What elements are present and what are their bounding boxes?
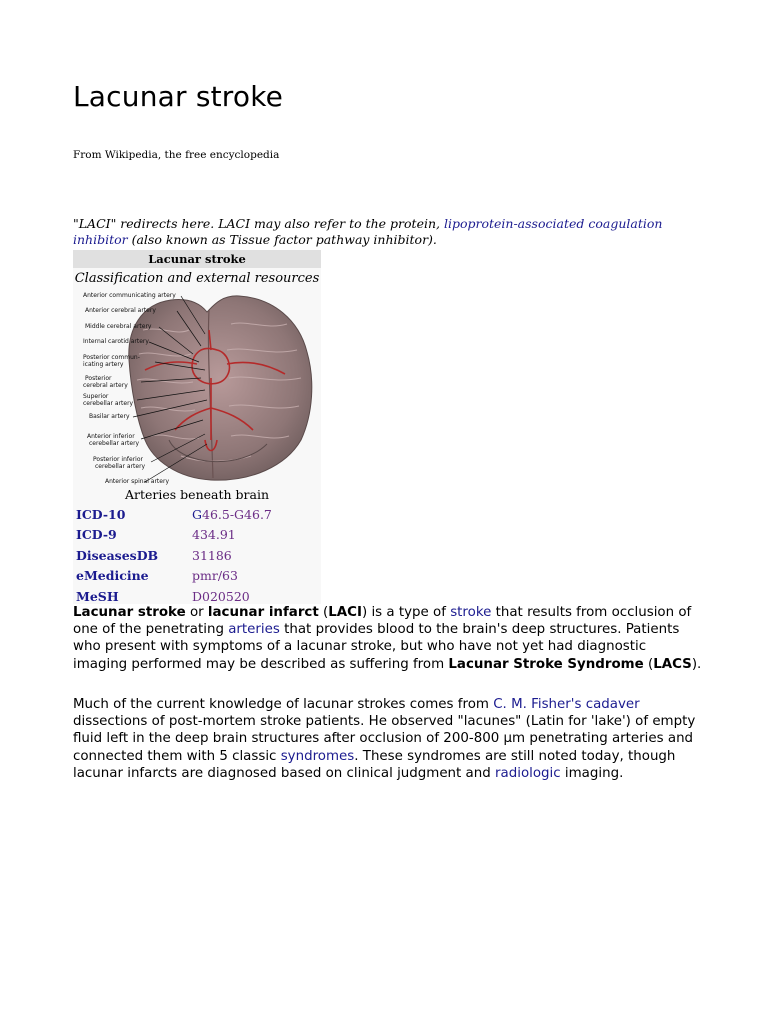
text: dissections of post-mortem stroke patients. He observed "lacunes" (Latin for 'lake') of empty fluid left in the deep brain structures after occlusion of 200-800 μm penetrating arteries and connected them with 5 classic (73, 714, 696, 764)
infobox-key-mesh[interactable]: MeSH (76, 588, 119, 604)
hatnote-text-end: (also known as Tissue factor pathway inhibitor). (127, 232, 437, 247)
text: that provides blood to the brain's deep structures. Patients who present with symptoms of a lacunar stroke, but who have not yet had diagnostic imaging performed may be described as suffering from (73, 622, 680, 672)
text: or (185, 605, 208, 620)
brain-arteries-image[interactable] (81, 290, 313, 486)
label-anterior-cerebral: Anterior cerebral artery (85, 307, 156, 314)
label-posterior-inferior: Posterior inferior (93, 456, 143, 463)
label-internal-carotid: Internal carotid artery (83, 338, 149, 345)
infobox-val-emedicine[interactable]: pmr/63 (192, 568, 238, 584)
link-stroke[interactable]: stroke (450, 605, 492, 620)
term-lacunar-infarct: lacunar infarct (207, 605, 319, 620)
icd10-code-rest[interactable]: 46.5-G46.7 (202, 506, 272, 522)
infobox-subheader: Classification and external resources (74, 271, 320, 286)
label-posterior-cerebral: Posterior (85, 375, 112, 382)
infobox-key-icd10[interactable]: ICD-10 (76, 506, 126, 522)
icd10-code-link[interactable]: G (192, 506, 202, 522)
paragraph-history (73, 696, 703, 782)
brain-arteries-illustration (81, 290, 313, 486)
link-syndromes[interactable]: syndromes (280, 748, 355, 764)
label-superior-cerebellar-2: cerebellar artery (83, 400, 134, 407)
label-anterior-spinal: Anterior spinal artery (105, 478, 169, 485)
infobox-key-icd9[interactable]: ICD-9 (76, 527, 117, 543)
infobox-row-icd10 (73, 504, 321, 525)
text: Much of the current knowledge of lacunar strokes comes from (73, 697, 494, 712)
label-posterior-commun-2: icating artery (83, 361, 124, 368)
text: ( (318, 605, 329, 620)
text: ) is a type of (361, 605, 451, 620)
site-sub: From Wikipedia, the free encyclopedia (73, 149, 280, 161)
text: that results from occlusion of one of the penetrating (73, 605, 692, 638)
infobox-row-diseasesdb (73, 545, 321, 566)
paragraph-intro (73, 604, 703, 673)
hatnote-text: "LACI" redirects here. LACI may also refer to the protein, (73, 216, 444, 231)
hatnote-link-lipoprotein[interactable]: lipoprotein-associated coagulation inhibitor (73, 216, 663, 247)
text: imaging. (560, 765, 624, 781)
term-lacs: LACS (653, 656, 692, 672)
term-lacunar-stroke-syndrome: Lacunar Stroke Syndrome (448, 656, 644, 672)
label-posterior-inferior-2: cerebellar artery (95, 463, 146, 470)
link-cm-fisher-cadaver[interactable]: C. M. Fisher's cadaver (493, 697, 640, 712)
infobox-val-icd10[interactable] (192, 507, 272, 522)
label-superior-cerebellar: Superior (83, 393, 109, 400)
text: . These syndromes are still noted today, though lacunar infarcts are diagnosed based on clinical judgment and (73, 748, 676, 781)
label-anterior-inferior-2: cerebellar artery (89, 440, 140, 447)
infobox-val-diseasesdb[interactable]: 31186 (192, 547, 232, 563)
text: ( (643, 656, 654, 672)
link-radiologic[interactable]: radiologic (495, 765, 561, 781)
label-anterior-inferior: Anterior inferior (87, 433, 135, 440)
link-arteries[interactable]: arteries (228, 622, 280, 638)
term-laci: LACI (328, 605, 362, 620)
infobox-image-caption: Arteries beneath brain (124, 487, 269, 502)
infobox-header: Lacunar stroke (73, 250, 321, 268)
label-posterior-commun: Posterior commun- (83, 354, 140, 361)
infobox-row-icd9 (73, 525, 321, 546)
label-basilar: Basilar artery (89, 413, 130, 420)
page-title: Lacunar stroke (73, 80, 284, 113)
infobox-val-mesh[interactable]: D020520 (192, 588, 250, 604)
infobox-key-diseasesdb[interactable]: DiseasesDB (76, 547, 159, 563)
label-anterior-communicating: Anterior communicating artery (83, 292, 176, 299)
hatnote (73, 216, 673, 248)
label-posterior-cerebral-2: cerebral artery (83, 382, 128, 389)
label-middle-cerebral: Middle cerebral artery (85, 323, 152, 330)
text: ). (691, 656, 702, 672)
infobox-key-emedicine[interactable]: eMedicine (76, 568, 149, 584)
infobox (73, 250, 321, 604)
infobox-row-emedicine (73, 566, 321, 587)
term-lacunar-stroke: Lacunar stroke (73, 605, 186, 620)
infobox-val-icd9[interactable]: 434.91 (192, 527, 236, 543)
